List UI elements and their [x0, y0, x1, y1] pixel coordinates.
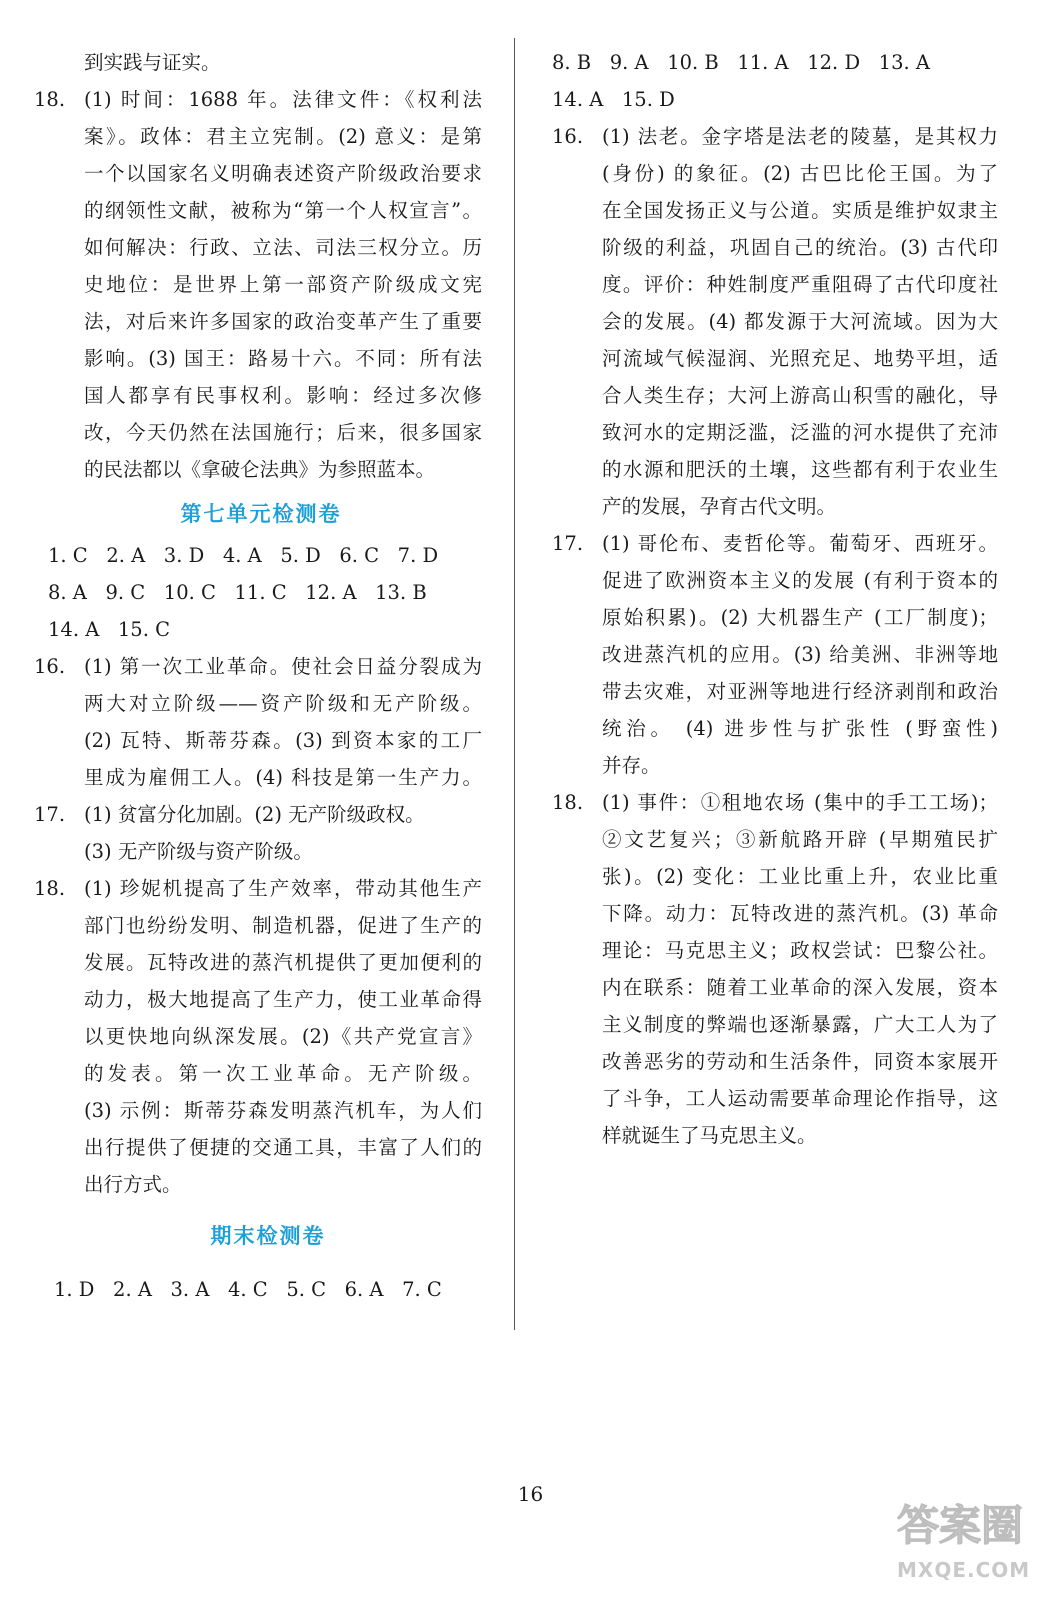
watermark-url: MXQE.COM — [897, 1558, 1031, 1582]
answer-line: (1) 哥伦布、麦哲伦等。葡萄牙、西班牙。 — [602, 532, 998, 555]
question-number: 17. — [34, 803, 66, 826]
mc-answers-line: 8. A 9. C 10. C 11. C 12. A 13. B — [48, 581, 427, 604]
answer-line: 的民法都以《拿破仑法典》为参照蓝本。 — [84, 458, 436, 481]
mc-answers-line: 8. B 9. A 10. B 11. A 12. D 13. A — [552, 51, 930, 74]
answer-line: 样就诞生了马克思主义。 — [602, 1124, 817, 1147]
answer-line: 如何解决：行政、立法、司法三权分立。历 — [84, 236, 482, 259]
answer-line: 以更快地向纵深发展。(2)《共产党宣言》 — [84, 1025, 482, 1048]
answer-line: 在全国发扬正义与公道。实质是维护奴隶主 — [602, 199, 998, 222]
answer-17-unit7 — [34, 796, 482, 870]
answer-line: 会的发展。(4) 都发源于大河流域。因为大 — [602, 310, 998, 333]
answer-line: (2) 瓦特、斯蒂芬森。(3) 到资本家的工厂 — [84, 729, 482, 752]
answer-line: (身份) 的象征。(2) 古巴比伦王国。为了 — [602, 162, 998, 185]
watermark — [893, 1492, 1053, 1592]
answer-line: 一个以国家名义明确表述资产阶级政治要求 — [84, 162, 482, 185]
left-column — [34, 44, 482, 1308]
question-number: 18. — [34, 877, 66, 900]
mc-answers-line: 14. A 15. C — [48, 618, 171, 641]
answer-line: 致河水的定期泛滥，泛滥的河水提供了充沛 — [602, 421, 998, 444]
answer-line: 主义制度的弊端也逐渐暴露，广大工人为了 — [602, 1013, 998, 1036]
answer-line: (3) 无产阶级与资产阶级。 — [84, 840, 313, 863]
answer-line: 产的发展，孕育古代文明。 — [602, 495, 837, 518]
answer-line: 法，对后来许多国家的政治变革产生了重要 — [84, 310, 482, 333]
answer-line: 案》。政体：君主立宪制。(2) 意义：是第 — [84, 125, 482, 148]
answer-18-final — [552, 784, 998, 1154]
answer-line: 统治。 (4) 进步性与扩张性 (野蛮性) — [602, 717, 998, 740]
question-number: 16. — [34, 655, 66, 678]
answer-16-final — [552, 118, 998, 525]
answer-line: 并存。 — [602, 754, 661, 777]
answer-line: (1) 法老。金字塔是法老的陵墓，是其权力 — [602, 125, 998, 148]
answer-line: (1) 珍妮机提高了生产效率，带动其他生产 — [84, 877, 482, 900]
question-number: 16. — [552, 125, 584, 148]
answer-18-unit7 — [34, 870, 482, 1203]
answer-line: 里成为雇佣工人。(4) 科技是第一生产力。 — [84, 766, 482, 789]
answer-line: 原始积累)。(2) 大机器生产 (工厂制度)； — [602, 606, 998, 629]
column-divider — [514, 38, 515, 1330]
answer-line: 促进了欧洲资本主义的发展 (有利于资本的 — [602, 569, 998, 592]
answer-line: 改善恶劣的劳动和生活条件，同资本家展开 — [602, 1050, 998, 1073]
answer-line: 理论：马克思主义；政权尝试：巴黎公社。 — [602, 939, 998, 962]
question-number: 17. — [552, 532, 584, 555]
answer-line: 度。评价：种姓制度严重阻碍了古代印度社 — [602, 273, 998, 296]
answer-line: 动力，极大地提高了生产力，使工业革命得 — [84, 988, 482, 1011]
answer-line: 内在联系：随着工业革命的深入发展，资本 — [602, 976, 998, 999]
answer-line: 阶级的利益，巩固自己的统治。(3) 古代印 — [602, 236, 998, 259]
continued-answer-line: 到实践与证实。 — [84, 51, 221, 74]
answer-line: (1) 事件：①租地农场 (集中的手工工场)； — [602, 791, 998, 814]
answer-line: 发展。瓦特改进的蒸汽机提供了更加便利的 — [84, 951, 482, 974]
answer-17-final — [552, 525, 998, 784]
mc-answers-line: 1. D 2. A 3. A 4. C 5. C 6. A 7. C — [54, 1278, 442, 1301]
answer-line: 出行提供了便捷的交通工具，丰富了人们的 — [84, 1136, 482, 1159]
answer-line: 改，今天仍然在法国施行；后来，很多国家 — [84, 421, 482, 444]
answer-line: 河流域气候湿润、光照充足、地势平坦，适 — [602, 347, 998, 370]
answer-line: (1) 贫富分化加剧。(2) 无产阶级政权。 — [84, 803, 425, 826]
answer-line: 两大对立阶级——资产阶级和无产阶级。 — [84, 692, 482, 715]
answer-line: 史地位：是世界上第一部资产阶级成文宪 — [84, 273, 482, 296]
answer-line: 改进蒸汽机的应用。(3) 给美洲、非洲等地 — [602, 643, 998, 666]
page-number: 16 — [517, 1482, 544, 1506]
right-column — [552, 44, 998, 1154]
mc-answers-line: 1. C 2. A 3. D 4. A 5. D 6. C 7. D — [48, 544, 439, 567]
answer-line: 的纲领性文献，被称为“第一个人权宣言”。 — [84, 199, 482, 222]
watermark-logo-text: 答案圈 — [897, 1501, 1024, 1550]
answer-line: 部门也纷纷发明、制造机器，促进了生产的 — [84, 914, 482, 937]
mc-answers-line: 14. A 15. D — [552, 88, 675, 111]
answer-line: (3) 示例：斯蒂芬森发明蒸汽机车，为人们 — [84, 1099, 482, 1122]
answer-line: ②文艺复兴；③新航路开辟 (早期殖民扩 — [602, 828, 998, 851]
section-heading-final: 期末检测卷 — [210, 1224, 326, 1248]
answer-line: 的发表。第一次工业革命。无产阶级。 — [84, 1062, 482, 1085]
answer-line: (1) 第一次工业革命。使社会日益分裂成为 — [84, 655, 482, 678]
answer-line: 张)。(2) 变化：工业比重上升，农业比重 — [602, 865, 998, 888]
answer-line: 影响。(3) 国王：路易十六。不同：所有法 — [84, 347, 482, 370]
question-number: 18. — [34, 88, 66, 111]
answer-line: (1) 时间：1688 年。法律文件：《权利法 — [84, 88, 482, 111]
answer-18-prev-unit — [34, 81, 482, 488]
answer-line: 国人都享有民事权利。影响：经过多次修 — [84, 384, 482, 407]
answer-line: 带去灾难，对亚洲等地进行经济剥削和政治 — [602, 680, 998, 703]
section-heading-unit7: 第七单元检测卷 — [180, 502, 342, 526]
answer-line: 出行方式。 — [84, 1173, 182, 1196]
answer-line: 下降。动力：瓦特改进的蒸汽机。(3) 革命 — [602, 902, 998, 925]
question-number: 18. — [552, 791, 584, 814]
answer-16-unit7 — [34, 648, 482, 796]
answer-line: 合人类生存；大河上游高山积雪的融化，导 — [602, 384, 998, 407]
answer-line: 的水源和肥沃的土壤，这些都有利于农业生 — [602, 458, 998, 481]
watermark-logo-icon — [893, 1492, 1053, 1556]
answer-line: 了斗争，工人运动需要革命理论作指导，这 — [602, 1087, 998, 1110]
